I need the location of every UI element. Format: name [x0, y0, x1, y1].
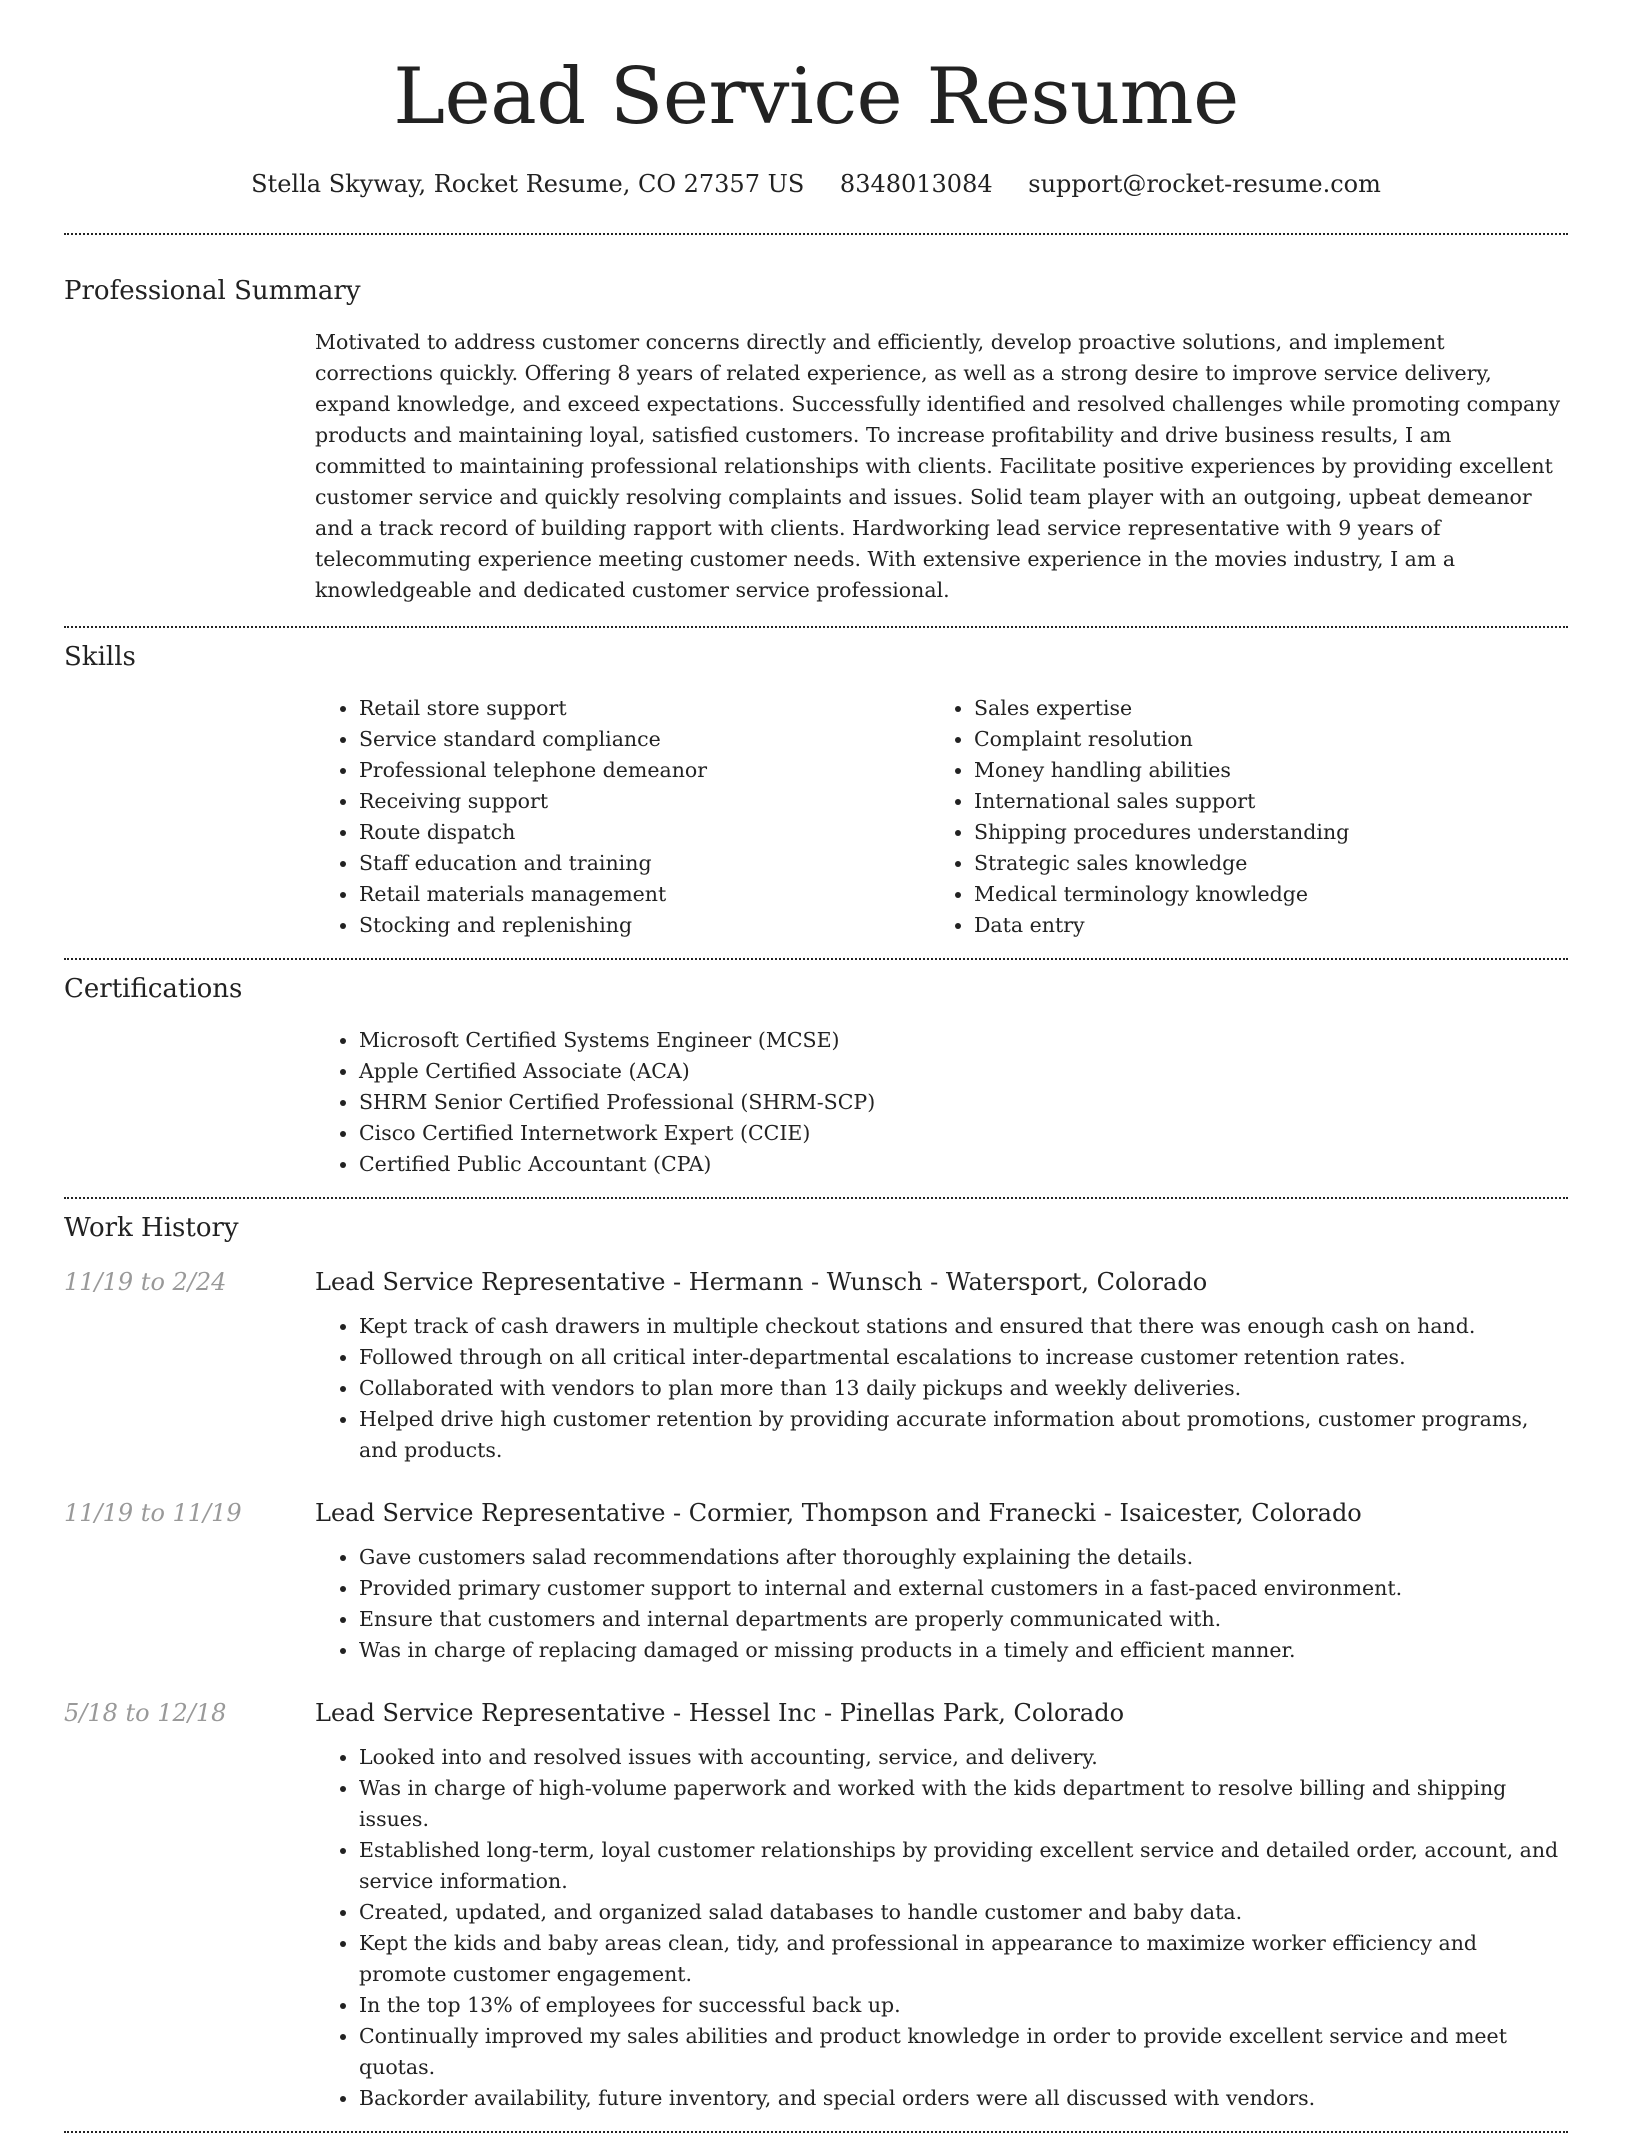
job-duty-item: • Established long-term, loyal customer relationships by providing excellent service and detailed order, account, and service information. [359, 1835, 1568, 1897]
summary-text: Motivated to address customer concerns directly and efficiently, develop proactive solutions, and implement corrections quickly. Offering 8 years of related experience, as well as a strong desire to improve service delivery, expand knowledge, and exceed expectations. Successfully identified and resolved challenges while promoting company products and maintaining loyal, satisfied customers. To increase profitability and drive business results, I am committed to maintaining professional relationships with clients. Facilitate positive experiences by providing excellent customer service and quickly resolving complaints and issues. Solid team player with an outgoing, upbeat demeanor and a track record of building rapport with clients. Hardworking lead service representative with 9 years of telecommuting experience meeting customer needs. With extensive experience in the movies industry, I am a knowledgeable and dedicated customer service professional. [315, 330, 1561, 602]
job-header [64, 1499, 1568, 1527]
section-divider [64, 1197, 1568, 1199]
section-divider [64, 958, 1568, 960]
skill-item: • Retail materials management [359, 879, 930, 910]
skill-item: • International sales support [974, 786, 1545, 817]
skill-item: • Service standard compliance [359, 724, 930, 755]
job-duty-item: • Helped drive high customer retention by providing accurate information about promotions, customer programs, and products. [359, 1404, 1568, 1466]
job-duty-item: • Looked into and resolved issues with accounting, service, and delivery. [359, 1742, 1568, 1773]
job-duty-item: • Ensure that customers and internal departments are properly communicated with. [359, 1604, 1568, 1635]
job-duties [315, 1742, 1568, 2114]
section-title-work-history: Work History [64, 1213, 239, 1243]
skill-item: • Sales expertise [974, 693, 1545, 724]
contact-email[interactable]: support@rocket-resume.com [1028, 170, 1381, 198]
job-title: Lead Service Representative - Hermann - Wunsch - Watersport, Colorado [315, 1268, 1208, 1296]
job-duties [315, 1542, 1568, 1666]
section-divider [64, 626, 1568, 628]
section-title-summary: Professional Summary [64, 276, 361, 306]
job-duty-item: • Continually improved my sales abilities and product knowledge in order to provide excellent service and meet quotas. [359, 2021, 1568, 2083]
skills-list [315, 693, 1568, 941]
skill-item: • Strategic sales knowledge [974, 848, 1545, 879]
certification-item: • Microsoft Certified Systems Engineer (MCSE) [359, 1025, 1568, 1056]
job-duty-item: • Collaborated with vendors to plan more than 13 daily pickups and weekly deliveries. [359, 1373, 1568, 1404]
certifications-list [315, 1025, 1568, 1180]
section-divider [64, 233, 1568, 235]
job-duty-item: • Provided primary customer support to internal and external customers in a fast-paced environment. [359, 1573, 1568, 1604]
certification-item: • Certified Public Accountant (CPA) [359, 1149, 1568, 1180]
skill-item: • Complaint resolution [974, 724, 1545, 755]
certification-item: • SHRM Senior Certified Professional (SHRM-SCP) [359, 1087, 1568, 1118]
job-header [64, 1699, 1568, 1727]
job-duty-item: • Kept the kids and baby areas clean, tidy, and professional in appearance to maximize worker efficiency and promote customer engagement. [359, 1928, 1568, 1990]
contact-line [64, 170, 1568, 198]
section-title-certifications: Certifications [64, 974, 243, 1004]
certification-item: • Apple Certified Associate (ACA) [359, 1056, 1568, 1087]
job-dates: 5/18 to 12/18 [64, 1699, 227, 1727]
skills-column-right [930, 693, 1545, 941]
job-duty-item: • Backorder availability, future inventory, and special orders were all discussed with vendors. [359, 2083, 1568, 2114]
skill-item: • Shipping procedures understanding [974, 817, 1545, 848]
skill-item: • Medical terminology knowledge [974, 879, 1545, 910]
job-duty-item: • Followed through on all critical inter-departmental escalations to increase customer retention rates. [359, 1342, 1568, 1373]
job-duties [315, 1311, 1568, 1466]
contact-address: Stella Skyway, Rocket Resume, CO 27357 US [251, 170, 805, 198]
job-duty-item: • Kept track of cash drawers in multiple checkout stations and ensured that there was enough cash on hand. [359, 1311, 1568, 1342]
section-title-skills: Skills [64, 642, 136, 672]
skill-item: • Receiving support [359, 786, 930, 817]
certification-item: • Cisco Certified Internetwork Expert (CCIE) [359, 1118, 1568, 1149]
skill-item: • Professional telephone demeanor [359, 755, 930, 786]
resume-page [64, 0, 1568, 2133]
contact-phone: 8348013084 [839, 170, 993, 198]
job-duty-item: • Was in charge of replacing damaged or missing products in a timely and efficient manner. [359, 1635, 1568, 1666]
skill-item: • Route dispatch [359, 817, 930, 848]
skill-item: • Stocking and replenishing [359, 910, 930, 941]
skill-item: • Money handling abilities [974, 755, 1545, 786]
job-dates: 11/19 to 2/24 [64, 1268, 227, 1296]
job-duty-item: • Gave customers salad recommendations after thoroughly explaining the details. [359, 1542, 1568, 1573]
skills-column-left [315, 693, 930, 941]
skill-item: • Retail store support [359, 693, 930, 724]
skill-item: • Staff education and training [359, 848, 930, 879]
job-title: Lead Service Representative - Cormier, Thompson and Franecki - Isaicester, Colorado [315, 1499, 1362, 1527]
skill-item: • Data entry [974, 910, 1545, 941]
job-dates: 11/19 to 11/19 [64, 1499, 242, 1527]
resume-title: Lead Service Resume [393, 52, 1239, 142]
job-duty-item: • Created, updated, and organized salad databases to handle customer and baby data. [359, 1897, 1568, 1928]
job-title: Lead Service Representative - Hessel Inc - Pinellas Park, Colorado [315, 1699, 1125, 1727]
job-duty-item: • In the top 13% of employees for successful back up. [359, 1990, 1568, 2021]
job-duty-item: • Was in charge of high-volume paperwork and worked with the kids department to resolve billing and shipping issues. [359, 1773, 1568, 1835]
job-header [64, 1268, 1568, 1296]
